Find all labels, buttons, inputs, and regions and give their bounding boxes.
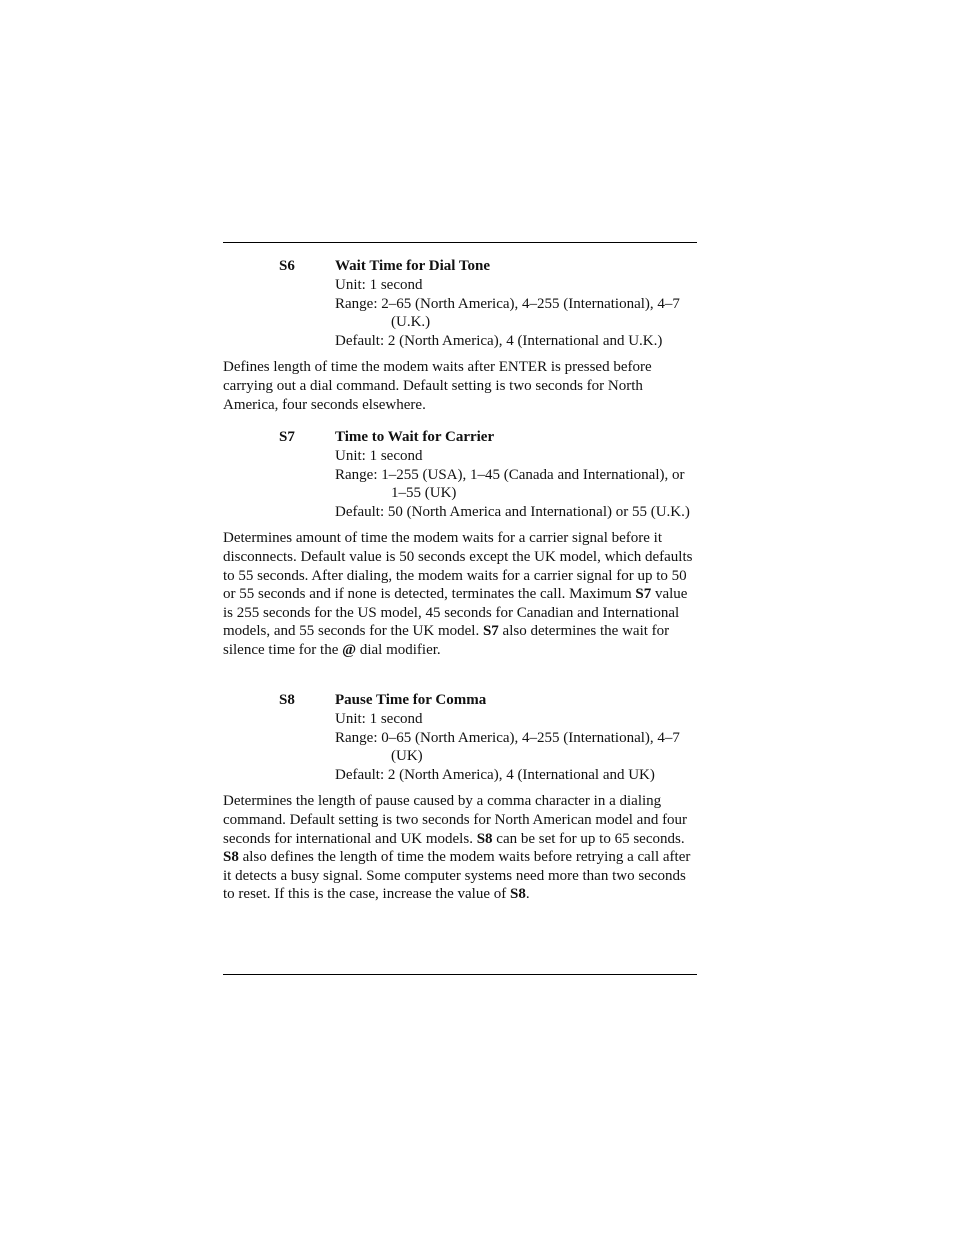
dial-modifier: @ xyxy=(342,641,357,658)
register-ref: S7 xyxy=(635,586,652,603)
range-line: Range: 0–65 (North America), 4–255 (International), 4–7 (UK) xyxy=(335,729,680,765)
register-spec xyxy=(335,447,697,521)
range-line: Range: 2–65 (North America), 4–255 (International), 4–7 (U.K.) xyxy=(335,295,680,331)
register-title: Wait Time for Dial Tone xyxy=(335,258,491,274)
top-rule xyxy=(223,242,697,243)
default-line: Default: 2 (North America), 4 (International and UK) xyxy=(335,766,655,783)
unit-line: Unit: 1 second xyxy=(335,448,423,464)
text-run: can be set for up to 65 seconds. xyxy=(492,830,685,847)
register-title: Time to Wait for Carrier xyxy=(335,429,495,445)
register-title: Pause Time for Comma xyxy=(335,692,487,708)
unit-line: Unit: 1 second xyxy=(335,277,423,293)
register-id: S8 xyxy=(279,692,295,708)
register-description: Defines length of time the modem waits after ENTER is pressed before carrying out a dial command. Default setting is two seconds for North America, four seconds elsewhere. xyxy=(223,359,652,413)
default-line: Default: 50 (North America and International) or 55 (U.K.) xyxy=(335,503,690,520)
register-header xyxy=(223,257,697,276)
register-description xyxy=(223,529,697,659)
document-page xyxy=(223,0,697,1235)
range-line: Range: 1–255 (USA), 1–45 (Canada and International), or 1–55 (UK) xyxy=(335,466,685,502)
register-spec xyxy=(335,276,697,350)
text-run: value is 255 seconds for the US model, 45 seconds for Canadian and International models, and 55 seconds for the UK model. xyxy=(223,586,688,640)
register-ref: S8 xyxy=(509,886,526,903)
register-id: S7 xyxy=(279,429,295,445)
register-spec xyxy=(335,710,697,784)
text-run: . xyxy=(525,886,530,903)
default-line: Default: 2 (North America), 4 (International and U.K.) xyxy=(335,332,663,349)
text-run: Determines amount of time the modem waits for a carrier signal before it disconnects. Default value is 50 seconds except the UK model, which defaults to 55 seconds. After dialing, the modem waits for a carrier signal for up to 50 or 55 seconds and if none is detected, terminates the call. Maximum xyxy=(223,530,693,603)
register-s6-section xyxy=(223,257,697,414)
register-ref: S8 xyxy=(223,849,239,866)
register-ref: S8 xyxy=(476,830,493,847)
register-header xyxy=(223,428,697,447)
text-run: dial modifier. xyxy=(356,641,441,658)
register-header xyxy=(223,691,697,710)
text-run: also defines the length of time the modem waits before retrying a call after it detects a busy signal. Some computer systems need more than two seconds to reset. If this is the case, increase the value of xyxy=(223,849,691,903)
text-run: Determines the length of pause caused by a comma character in a dialing command. Default setting is two seconds for North American model and four seconds for international and UK models. xyxy=(223,793,688,847)
register-s8-section xyxy=(223,691,697,904)
register-id: S6 xyxy=(279,258,295,274)
register-ref: S7 xyxy=(482,623,499,640)
register-description xyxy=(223,792,697,904)
text-run: also determines the wait for silence time for the xyxy=(223,623,670,658)
bottom-rule xyxy=(223,974,697,975)
unit-line: Unit: 1 second xyxy=(335,711,423,727)
register-s7-section xyxy=(223,428,697,660)
